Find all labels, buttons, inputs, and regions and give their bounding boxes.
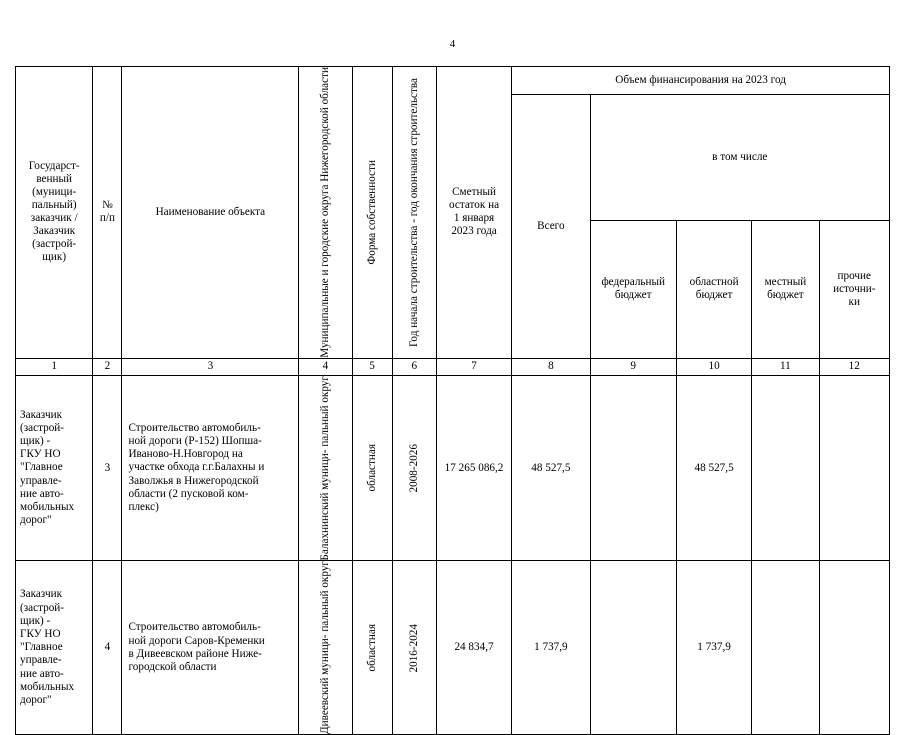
column-number: 12 (819, 358, 889, 375)
row-estimated-balance: 24 834,7 (436, 561, 511, 735)
column-number: 6 (392, 358, 436, 375)
row-object-name: Строительство автомобиль- ной дороги (Р-152) Шопша- Иваново-Н.Новгород на участке обхода г.г.Балахны и Заволжья в Нижегородской области (2 пусковой ком- плекс) (122, 375, 299, 561)
header-estimated-balance: Сметный остаток на 1 января 2023 года (436, 67, 511, 359)
header-other: прочие источни- ки (819, 220, 889, 358)
column-number: 8 (512, 358, 590, 375)
header-years-cell (392, 67, 436, 359)
header-municipality-cell (299, 67, 352, 359)
column-number: 4 (299, 358, 352, 375)
row-federal (590, 375, 676, 561)
column-number: 10 (676, 358, 751, 375)
financing-table (15, 66, 890, 735)
row-ownership: областная (365, 444, 378, 492)
header-object-name: Наименование объекта (122, 67, 299, 359)
row-regional: 1 737,9 (676, 561, 751, 735)
table-row (16, 375, 890, 561)
column-number: 3 (122, 358, 299, 375)
header-local: местный бюджет (752, 220, 819, 358)
row-ownership-cell (352, 561, 392, 735)
row-municipality-cell (299, 561, 352, 735)
header-regional: областной бюджет (676, 220, 751, 358)
column-number: 9 (590, 358, 676, 375)
column-numbers-row (16, 358, 890, 375)
row-municipality-cell (299, 375, 352, 561)
row-other (819, 561, 889, 735)
row-years-cell (392, 561, 436, 735)
row-estimated-balance: 17 265 086,2 (436, 375, 511, 561)
row-years: 2016-2024 (407, 623, 420, 673)
header-total: Всего (512, 95, 590, 359)
row-customer: Заказчик (застрой- щик) - ГКУ НО "Главное управле- ние авто- мобильных дорог" (16, 561, 93, 735)
header-years: Год начала строительства - год окончания строительства (407, 77, 420, 347)
row-federal (590, 561, 676, 735)
column-number: 1 (16, 358, 93, 375)
header-financing-2023: Объем финансирования на 2023 год (512, 67, 890, 95)
header-customer: Государст- венный (муници- пальный) заказчик / Заказчик (застрой- щик) (16, 67, 93, 359)
column-number: 7 (436, 358, 511, 375)
header-including: в том числе (590, 95, 889, 221)
row-total: 1 737,9 (512, 561, 590, 735)
header-number: № п/п (93, 67, 122, 359)
row-municipality: Дивеевский муници- пальный округ (318, 561, 331, 735)
header-ownership-cell (352, 67, 392, 359)
header-federal: федеральный бюджет (590, 220, 676, 358)
table-row (16, 561, 890, 735)
row-number: 3 (93, 375, 122, 561)
column-number: 2 (93, 358, 122, 375)
row-local (752, 561, 819, 735)
row-years-cell (392, 375, 436, 561)
row-object-name: Строительство автомобиль- ной дороги Саров-Кременки в Дивеевском районе Ниже- городской области (122, 561, 299, 735)
row-municipality: Балахнинский муници- пальный округ (318, 375, 331, 561)
row-total: 48 527,5 (512, 375, 590, 561)
row-years: 2008-2026 (407, 443, 420, 493)
row-regional: 48 527,5 (676, 375, 751, 561)
header-ownership: Форма собственности (365, 160, 378, 265)
column-number: 11 (752, 358, 819, 375)
row-local (752, 375, 819, 561)
header-municipality: Муниципальные и городские округа Нижегородской области (318, 67, 331, 358)
column-number: 5 (352, 358, 392, 375)
row-customer: Заказчик (застрой- щик) - ГКУ НО "Главное управле- ние авто- мобильных дорог" (16, 375, 93, 561)
page-number: 4 (449, 38, 456, 50)
row-ownership: областная (365, 624, 378, 672)
row-number: 4 (93, 561, 122, 735)
row-other (819, 375, 889, 561)
row-ownership-cell (352, 375, 392, 561)
